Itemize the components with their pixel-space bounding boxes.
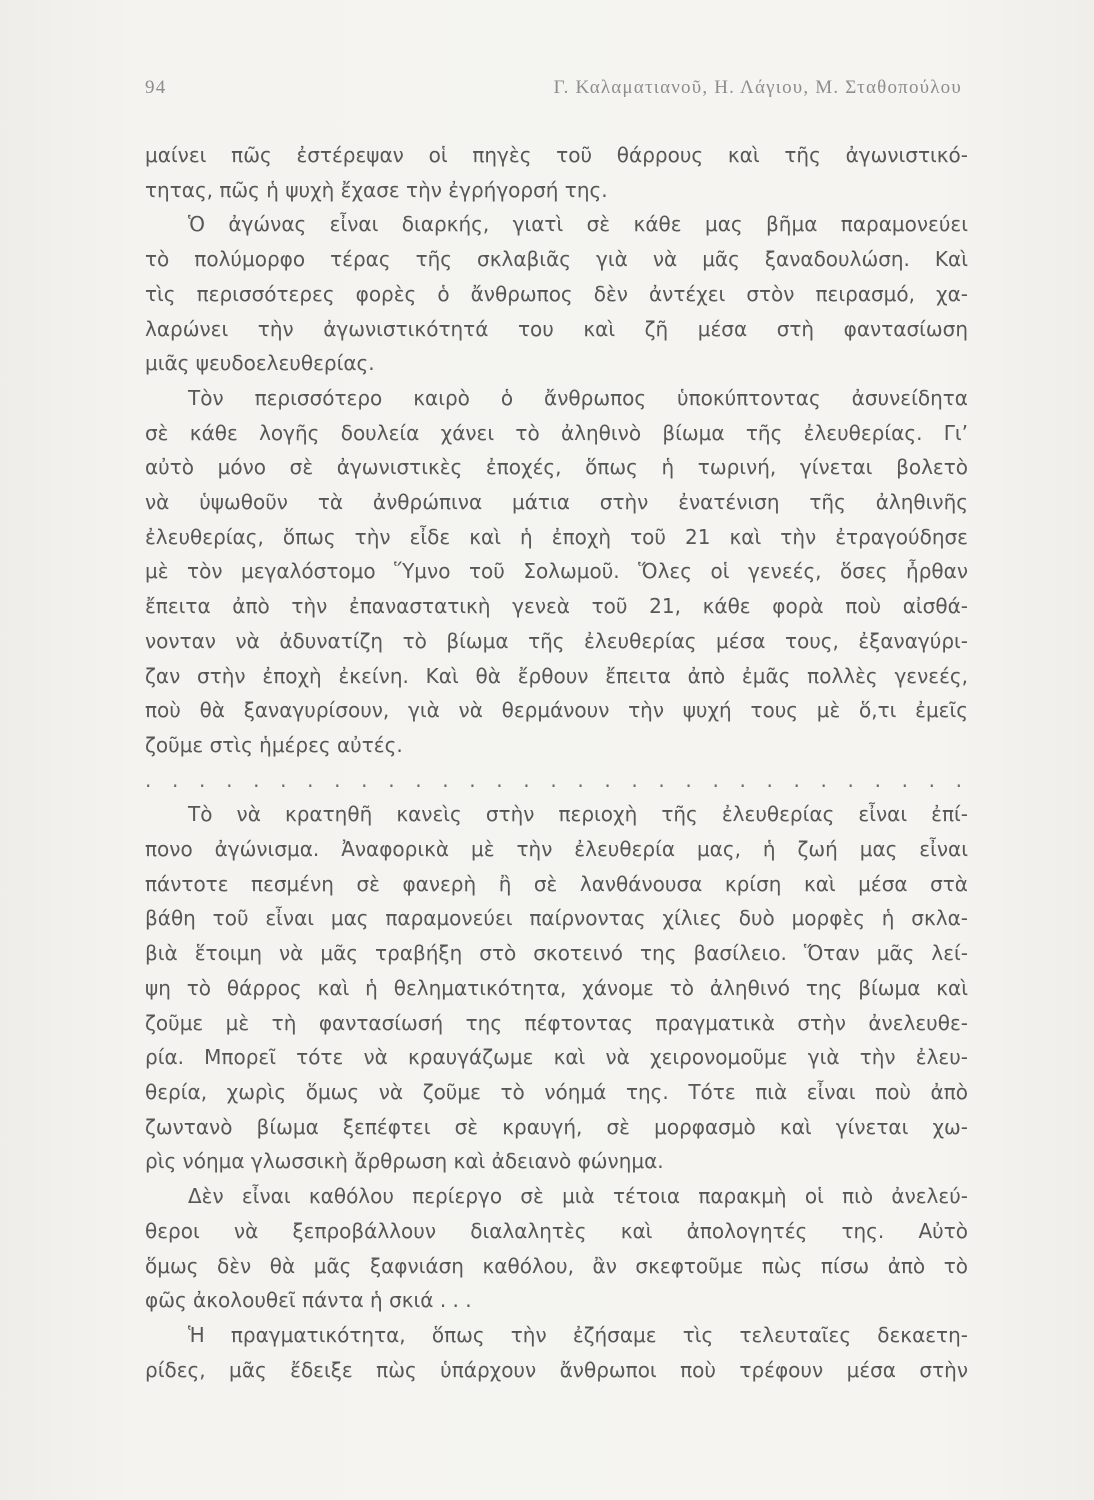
running-header (145, 76, 962, 100)
text-line: θεροι νὰ ξεπροβάλλουν διαλαλητὲς καὶ ἀπολογητές της. Αὐτὸ (145, 1218, 968, 1243)
text-line: μὲ τὸν μεγαλόστομο Ὕμνο τοῦ Σολωμοῦ. Ὅλες οἱ γενεές, ὅσες ἦρθαν (145, 559, 968, 584)
text-line: αὐτὸ μόνο σὲ ἀγωνιστικὲς ἐποχές, ὅπως ἡ τωρινή, γίνεται βολετὸ (145, 455, 968, 480)
text-line: ζοῦμε στὶς ἡμέρες αὐτές. (145, 732, 403, 757)
text-line: βάθη τοῦ εἶναι μας παραμονεύει παίρνοντας χίλιες δυὸ μορφὲς ἡ σκλα- (145, 906, 968, 931)
text-line: ἔπειτα ἀπὸ τὴν ἐπαναστατικὴ γενεὰ τοῦ 21, κάθε φορὰ ποὺ αἰσθά- (145, 594, 968, 619)
text-line: ἐλευθερίας, ὅπως τὴν εἶδε καὶ ἡ ἐποχὴ τοῦ 21 καὶ τὴν ἐτραγούδησε (145, 524, 968, 549)
page-number: 94 (145, 77, 167, 98)
text-line: ρίδες, μᾶς ἔδειξε πὼς ὑπάρχουν ἄνθρωποι ποὺ τρέφουν μέσα στὴν (145, 1357, 968, 1382)
text-line: ὅμως δὲν θὰ μᾶς ξαφνιάση καθόλου, ἂν σκεφτοῦμε πὼς πίσω ἀπὸ τὸ (145, 1253, 968, 1278)
paragraph (145, 1179, 968, 1318)
text-line: ψη τὸ θάρρος καὶ ἡ θεληματικότητα, χάνομε τὸ ἀληθινό της βίωμα καὶ (145, 975, 968, 1000)
body-text (145, 138, 968, 1387)
text-line: τὶς περισσότερες φορὲς ὁ ἄνθρωπος δὲν ἀντέχει στὸν πειρασμό, χα- (145, 281, 968, 306)
text-line: σὲ κάθε λογῆς δουλεία χάνει τὸ ἀληθινὸ βίωμα τῆς ἐλευθερίας. Γι’ (145, 420, 968, 445)
text-line: Τὸν περισσότερο καιρὸ ὁ ἄνθρωπος ὑποκύπτοντας ἀσυνείδητα (188, 385, 968, 410)
paragraph (145, 138, 968, 207)
text-line: ζαν στὴν ἐποχὴ ἐκείνη. Καὶ θὰ ἔρθουν ἔπειτα ἀπὸ ἐμᾶς πολλὲς γενεές, (145, 663, 968, 688)
text-line: θερία, χωρὶς ὅμως νὰ ζοῦμε τὸ νόημά της. Τότε πιὰ εἶναι ποὺ ἀπὸ (145, 1079, 968, 1104)
running-title: Γ. Καλαματιανοῦ, Η. Λάγιου, Μ. Σταθοπούλου (553, 77, 962, 98)
paragraph (145, 381, 968, 763)
text-line: Ὁ ἀγώνας εἶναι διαρκής, γιατὶ σὲ κάθε μας βῆμα παραμονεύει (188, 212, 968, 237)
text-line: ρία. Μπορεῖ τότε νὰ κραυγάζωμε καὶ νὰ χειρονομοῦμε γιὰ τὴν ἐλευ- (145, 1045, 968, 1070)
text-line: Ἡ πραγματικότητα, ὅπως τὴν ἐζήσαμε τὶς τελευταῖες δεκαετη- (188, 1322, 968, 1347)
text-line: ζωντανὸ βίωμα ξεπέφτει σὲ κραυγή, σὲ μορφασμὸ καὶ γίνεται χω- (145, 1114, 968, 1139)
text-line: ζοῦμε μὲ τὴ φαντασίωσή της πέφτοντας πραγματικὰ στὴν ἀνελευθε- (145, 1010, 968, 1035)
paragraph (145, 207, 968, 381)
text-line: μιᾶς ψευδοελευθερίας. (145, 351, 375, 376)
text-line: μαίνει πῶς ἐστέρεψαν οἱ πηγὲς τοῦ θάρρους καὶ τῆς ἀγωνιστικό- (145, 143, 968, 167)
text-line: Τὸ νὰ κρατηθῆ κανεὶς στὴν περιοχὴ τῆς ἐλευθερίας εἶναι ἐπί- (188, 802, 968, 827)
paragraph (145, 1318, 968, 1387)
text-line: βιὰ ἕτοιμη νὰ μᾶς τραβήξη στὸ σκοτεινό της βασίλειο. Ὅταν μᾶς λεί- (145, 941, 968, 966)
text-line: νὰ ὑψωθοῦν τὰ ἀνθρώπινα μάτια στὴν ἐνατένιση τῆς ἀληθινῆς (145, 490, 968, 515)
text-line: λαρώνει τὴν ἀγωνιστικότητά του καὶ ζῆ μέσα στὴ φαντασίωση (145, 316, 968, 341)
paragraph (145, 797, 968, 1179)
section-separator: . . . . . . . . . . . . . . . . . . . . . . . . . . . . . . . (145, 767, 962, 792)
text-line: ρὶς νόημα γλωσσικὴ ἄρθρωση καὶ ἀδειανὸ φώνημα. (145, 1149, 664, 1174)
text-line: τὸ πολύμορφο τέρας τῆς σκλαβιᾶς γιὰ νὰ μᾶς ξαναδουλώση. Καὶ (145, 247, 968, 272)
text-line: πονο ἀγώνισμα. Ἀναφορικὰ μὲ τὴν ἐλευθερία μας, ἡ ζωή μας εἶναι (145, 837, 968, 862)
text-line: νονταν νὰ ἀδυνατίζη τὸ βίωμα τῆς ἐλευθερίας μέσα τους, ἐξαναγύρι- (145, 628, 968, 653)
text-line: ποὺ θὰ ξαναγυρίσουν, γιὰ νὰ θερμάνουν τὴν ψυχή τους μὲ ὅ,τι ἐμεῖς (145, 698, 968, 723)
text-line: Δὲν εἶναι καθόλου περίεργο σὲ μιὰ τέτοια παρακμὴ οἱ πιὸ ἀνελεύ- (188, 1184, 968, 1209)
text-line: φῶς ἀκολουθεῖ πάντα ἡ σκιά . . . (145, 1288, 472, 1313)
text-line: τητας, πῶς ἡ ψυχὴ ἔχασε τὴν ἐγρήγορσή της. (145, 177, 608, 202)
text-line: πάντοτε πεσμένη σὲ φανερὴ ἢ σὲ λανθάνουσα κρίση καὶ μέσα στὰ (145, 871, 968, 896)
